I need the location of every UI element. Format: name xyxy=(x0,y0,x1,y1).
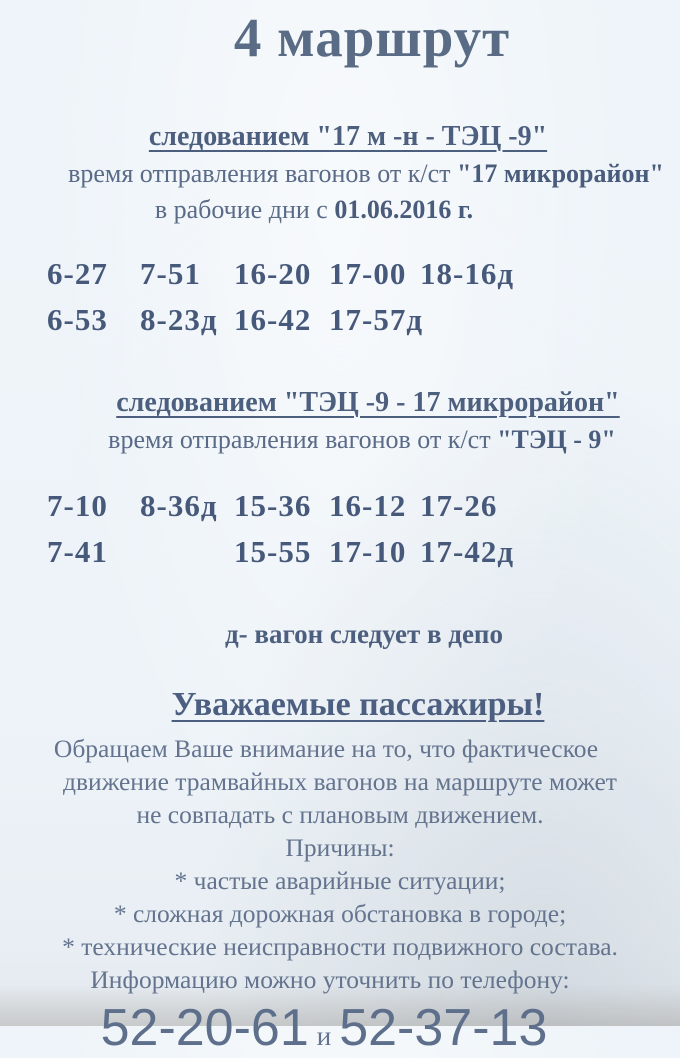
notice-body-line: Обращаем Ваше внимание на то, что фактическое xyxy=(53,734,599,763)
time-cell: 8-36д xyxy=(140,488,218,523)
phone-number-secondary: 52-37-13 xyxy=(339,999,548,1057)
section1-validity-date: 01.06.2016 г. xyxy=(334,195,474,224)
schedule-notice-page xyxy=(0,6,680,1057)
cause-item: * частые аварийные ситуации; xyxy=(174,866,506,895)
notice-heading: Уважаемые пассажиры! xyxy=(171,686,545,723)
time-cell: 16-42 xyxy=(234,302,312,337)
time-cell: 18-16д xyxy=(420,256,515,291)
time-cell: 17-00 xyxy=(329,256,407,291)
route-title: 4 маршрут xyxy=(233,7,511,68)
time-cell: 7-10 xyxy=(47,488,108,523)
time-cell: 15-55 xyxy=(234,534,312,569)
cause-item: * технические неисправности подвижного состава. xyxy=(62,932,618,961)
time-cell: 17-26 xyxy=(420,488,498,523)
section1-heading: следованием "17 м -н - ТЭЦ -9" xyxy=(148,121,548,152)
time-cell: 7-41 xyxy=(47,534,108,569)
section2-times-row1 xyxy=(0,483,680,529)
phone-number-primary: 52-20-61 xyxy=(100,999,309,1057)
causes-title: Причины: xyxy=(285,833,395,862)
phone-numbers xyxy=(0,998,664,1058)
time-cell xyxy=(140,529,234,575)
section1-times-row1 xyxy=(0,251,680,297)
section2-departure-prefix: время отправления вагонов от к/ст xyxy=(108,425,498,454)
section2-heading: следованием "ТЭЦ -9 - 17 микрорайон" xyxy=(116,387,620,418)
section1-terminal-name: "17 микрорайон" xyxy=(456,159,664,188)
time-cell: 16-20 xyxy=(234,256,312,291)
section2-departure-line xyxy=(22,425,680,455)
time-cell: 17-10 xyxy=(329,534,407,569)
time-cell: 8-23д xyxy=(140,302,218,337)
time-cell: 7-51 xyxy=(140,256,201,291)
time-cell xyxy=(420,297,680,343)
notice-body-line: не совпадать с плановым движением. xyxy=(136,800,544,829)
section1-departure-line xyxy=(26,159,680,189)
phone-conjunction: и xyxy=(316,1021,332,1051)
section1-times-row2 xyxy=(0,297,680,343)
time-cell: 15-36 xyxy=(234,488,312,523)
section1-validity-line xyxy=(0,195,654,225)
time-cell: 6-27 xyxy=(47,256,108,291)
cause-item: * сложная дорожная обстановка в городе; xyxy=(113,899,567,928)
section1-departure-prefix: время отправления вагонов от к/ст xyxy=(68,159,457,188)
time-cell: 6-53 xyxy=(47,302,108,337)
section1-validity-prefix: в рабочие дни с xyxy=(154,195,335,224)
notice-body-line: движение трамвайных вагонов на маршруте может xyxy=(63,767,617,796)
section2-terminal-name: "ТЭЦ - 9" xyxy=(497,425,616,454)
phone-intro: Информацию можно уточнить по телефону: xyxy=(90,965,570,994)
time-cell: 16-12 xyxy=(329,488,407,523)
time-cell: 17-57д xyxy=(329,302,424,337)
section2-times-row2 xyxy=(0,529,680,575)
time-cell: 17-42д xyxy=(420,534,515,569)
depot-legend: д- вагон следует в депо xyxy=(225,619,503,649)
